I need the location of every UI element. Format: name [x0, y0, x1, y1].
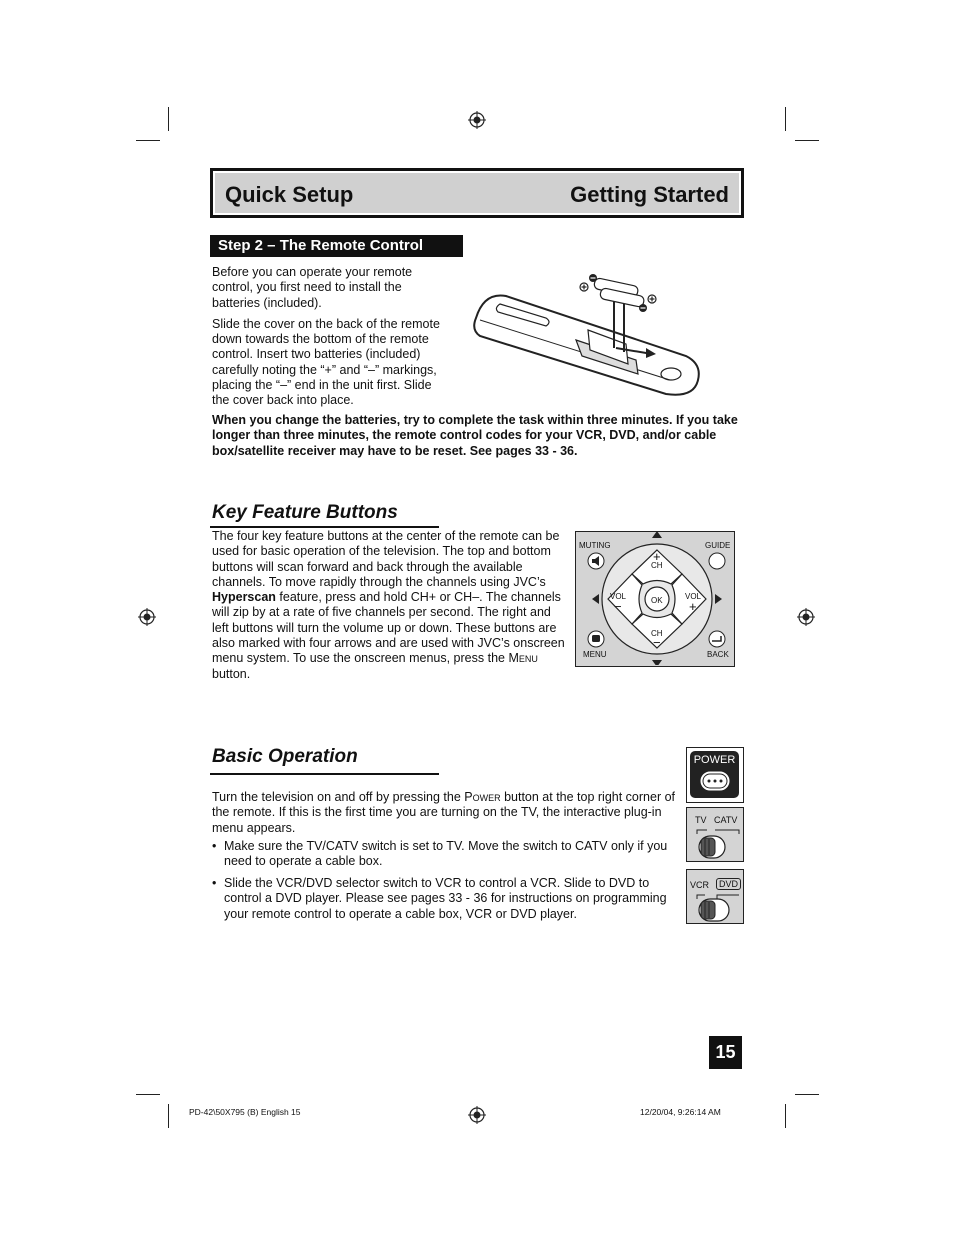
- crop-mark: [795, 140, 819, 141]
- vol-down-label: VOL: [610, 592, 627, 601]
- header-title-right: Getting Started: [570, 182, 729, 207]
- crop-mark: [136, 140, 160, 141]
- bullet-vcr-dvd: • Slide the VCR/DVD selector switch to VCR to control a VCR. Slide to DVD to control a DVD player. Please see pages 33 - 36 for instructions on programming your remote control to operate a cable box, VCR or DVD player.: [212, 876, 667, 921]
- registration-mark-icon: [797, 608, 815, 626]
- guide-label: GUIDE: [705, 541, 731, 550]
- power-button-icon: [699, 770, 731, 792]
- crop-mark: [785, 107, 786, 131]
- menu-label: MENU: [583, 650, 607, 659]
- vol-up-plus: +: [689, 599, 697, 614]
- step2-banner: Step 2 – The Remote Control: [210, 235, 463, 257]
- crop-mark: [168, 1104, 169, 1128]
- ch-up-label: CH: [651, 561, 663, 570]
- bullet-tv-catv: • Make sure the TV/CATV switch is set to TV. Move the switch to CATV only if you need to operate a cable box.: [212, 839, 668, 869]
- basic-operation-rule: [210, 773, 439, 775]
- registration-mark-icon: [468, 111, 486, 129]
- battery-timing-note: When you change the batteries, try to complete the task within three minutes. If you take longer than three minutes, the remote control codes for your VCR, DVD, and/or cable box/satellite receiver may have to be reset. See pages 33 - 36.: [212, 413, 738, 458]
- crop-mark: [168, 107, 169, 131]
- ok-label: OK: [651, 596, 663, 605]
- keypad-illustration: [575, 531, 735, 667]
- basic-operation-title: Basic Operation: [212, 746, 358, 767]
- step2-para1: Before you can operate your remote control, you first need to install the batteries (included).: [212, 265, 413, 310]
- power-label: POWER: [693, 754, 736, 766]
- step2-text: [212, 265, 444, 415]
- catv-label: CATV: [714, 815, 738, 825]
- header-title-left: Quick Setup: [225, 182, 354, 207]
- crop-mark: [136, 1094, 160, 1095]
- remote-battery-illustration: [466, 268, 706, 398]
- slide-switch-icon: [695, 828, 741, 860]
- ch-up-plus: +: [653, 549, 661, 564]
- vol-down-minus: −: [614, 599, 622, 614]
- page-header: [210, 168, 744, 218]
- muting-label: MUTING: [579, 541, 611, 550]
- registration-mark-icon: [468, 1106, 486, 1124]
- ch-down-minus: −: [653, 635, 661, 650]
- basic-operation-intro: Turn the television on and off by pressing the Power button at the top right corner of the remote. If this is the first time you are turning on the TV, the interactive plug-in menu appears.: [212, 790, 676, 835]
- key-feature-rule: [210, 526, 439, 528]
- crop-mark: [795, 1094, 819, 1095]
- registration-mark-icon: [138, 608, 156, 626]
- slide-switch-icon: [695, 893, 741, 923]
- dvd-label: DVD: [716, 878, 741, 890]
- tv-catv-switch-illustration: [686, 807, 744, 862]
- crop-mark: [785, 1104, 786, 1128]
- footer-right: 12/20/04, 9:26:14 AM: [640, 1107, 721, 1117]
- key-feature-text: The four key feature buttons at the center of the remote can be used for basic operation of the television. The top and bottom buttons will scan forward and back through the available channels. To move rapidly through the channels using JVC’s Hyperscan feature, press and hold CH+ or CH–. The channels will zip by at a rate of five channels per second. The right and left buttons will turn the volume up or down. These buttons are also marked with four arrows and are used with JVC’s onscreen menu system. To use the onscreen menus, press the Menu button.: [212, 529, 565, 681]
- vcr-label: VCR: [690, 880, 710, 890]
- tv-label: TV: [695, 815, 707, 825]
- power-button-illustration: [686, 747, 744, 803]
- ch-down-label: CH: [651, 629, 663, 638]
- vol-up-label: VOL: [685, 592, 702, 601]
- key-feature-title: Key Feature Buttons: [212, 502, 398, 523]
- vcr-dvd-switch-illustration: [686, 869, 744, 924]
- step2-para2: Slide the cover on the back of the remote down towards the bottom of the remote control. Insert two batteries (included) carefully noting the “+” and “–” markings, placing the “–” end in the unit first. Slide the cover back into place.: [212, 316, 440, 408]
- page-number: 15: [709, 1036, 742, 1069]
- footer-left: PD-42\50X795 (B) English 15: [189, 1107, 301, 1117]
- back-label: BACK: [707, 650, 729, 659]
